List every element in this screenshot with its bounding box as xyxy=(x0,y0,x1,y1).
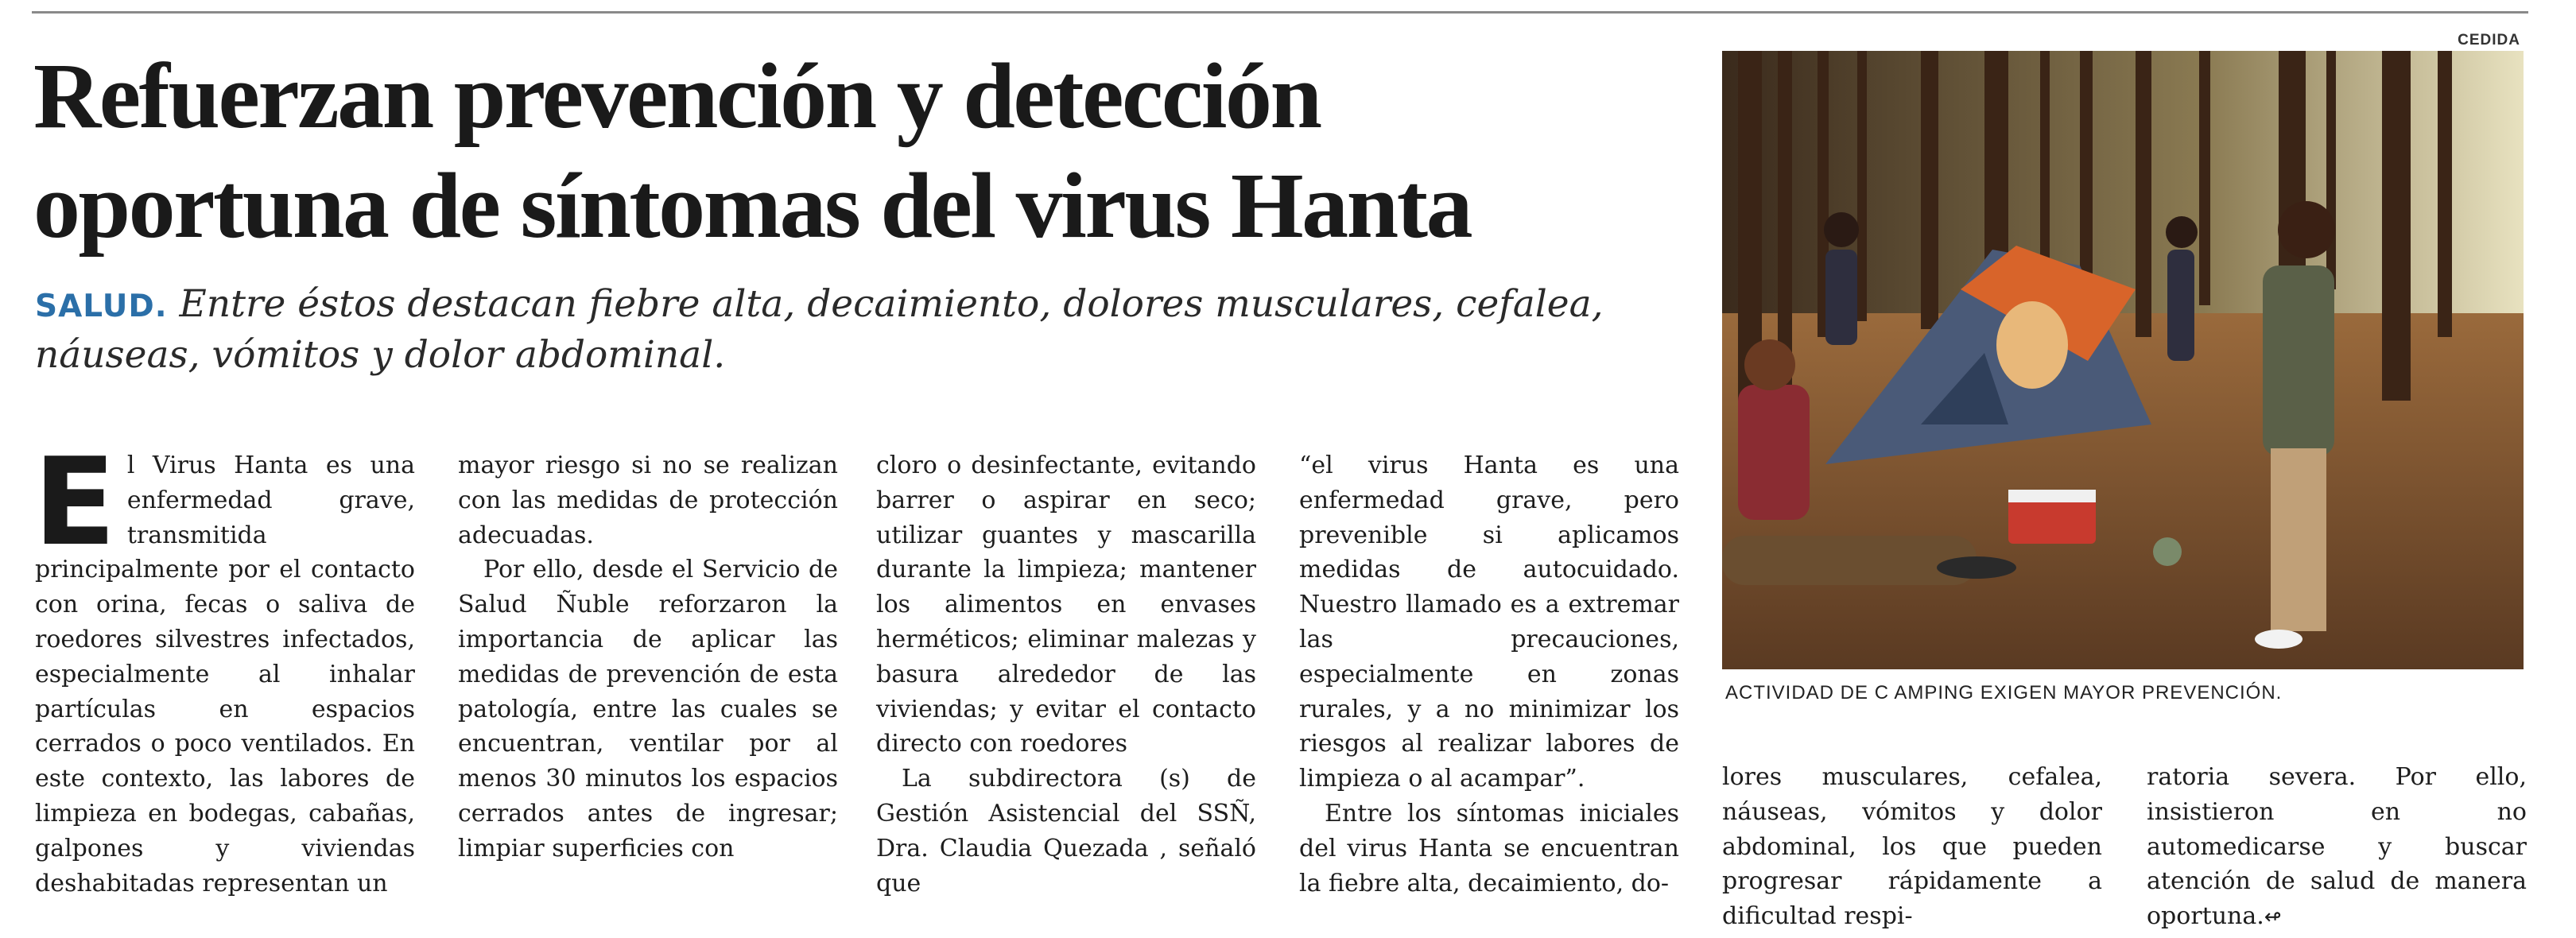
column-4-paragraph-2: Entre los síntomas iniciales del virus Hanta se encuentran la fiebre alta, decaimiento, do- xyxy=(1299,799,1679,897)
top-rule xyxy=(32,11,2528,14)
section-kicker: SALUD. xyxy=(35,289,168,324)
article-column-5 xyxy=(1722,760,2102,934)
column-4-paragraph-1: “el virus Hanta es una enfermedad grave, pero prevenible si aplicamos medidas de autocuidado. Nuestro llamado es a extremar las precauciones, especialmente en zonas rurales, y a no minimizar los riesgos al realizar labores de limpieza o al acampar”. xyxy=(1299,452,1679,793)
photo-credit: CEDIDA xyxy=(2458,32,2520,48)
subhead-text: Entre éstos destacan fiebre alta, decaimiento, dolores musculares, cefalea, náuseas, vómitos y dolor abdominal. xyxy=(35,282,1604,377)
column-3-paragraph-2: La subdirectora (s) de Gestión Asistencial del SSÑ, Dra. Claudia Quezada , señaló que xyxy=(876,765,1256,897)
end-of-article-mark: ↫ xyxy=(2264,905,2282,930)
column-1-text: l Virus Hanta es una enfermedad grave, transmitida principalmente por el contacto con orina, fecas o saliva de roedores silvestres infectados, especialmente al inhalar partículas en espacios cerrados o poco ventilados. En este contexto, las labores de limpieza en bodegas, cabañas, galpones y viviendas deshabitadas representan un xyxy=(35,452,415,897)
article-column-1 xyxy=(33,432,415,901)
column-2-paragraph-2: Por ello, desde el Servicio de Salud Ñuble reforzaron la importancia de aplicar las medidas de prevención de esta patología, entre las cuales se encuentran, ventilar por al menos 30 minutos los espacios cerrados antes de ingresar; limpiar superficies con xyxy=(458,556,838,862)
column-6-text: ratoria severa. Por ello, insistieron en no automedicarse y buscar atención de salud de manera oportuna. xyxy=(2147,763,2527,931)
drop-cap: E xyxy=(33,432,116,572)
column-5-text: lores musculares, cefalea, náuseas, vómitos y dolor abdominal, los que pueden progresar rápidamente a dificultad respi- xyxy=(1722,763,2102,931)
column-2-paragraph-1: mayor riesgo si no se realizan con las medidas de protección adecuadas. xyxy=(458,452,838,549)
article-column-6 xyxy=(2147,760,2527,936)
headline: Refuerzan prevención y detección oportuna de síntomas del virus Hanta xyxy=(33,44,1472,258)
column-3-paragraph-1: cloro o desinfectante, evitando barrer o aspirar en seco; utilizar guantes y mascarilla durante la limpieza; mantener los alimentos en envases herméticos; eliminar malezas y basura alrededor de las viviendas; y evitar el contacto directo con roedores xyxy=(876,452,1256,758)
photo-caption: ACTIVIDAD DE C AMPING EXIGEN MAYOR PREVENCIÓN. xyxy=(1725,682,2283,704)
subheadline xyxy=(35,280,1673,379)
article-column-4 xyxy=(1299,448,1679,901)
article-column-2 xyxy=(458,448,838,866)
article-column-3 xyxy=(876,448,1256,901)
camping-photo xyxy=(1722,51,2524,669)
